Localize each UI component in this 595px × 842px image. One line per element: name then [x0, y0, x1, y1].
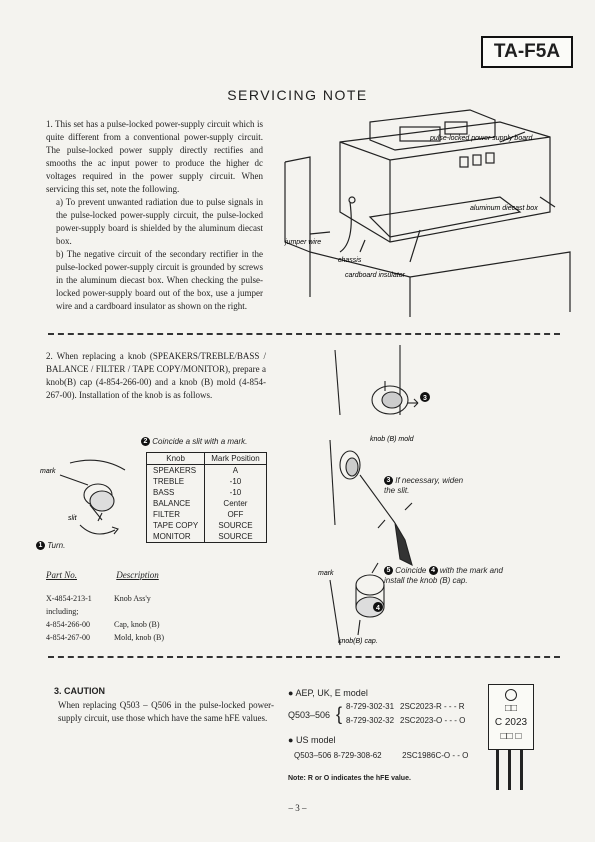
- section1-item-b: b) The negative circuit of the secondary rectifier in the pulse-locked power-supply circuit is grounded by screws in the aluminum diecast box. When checking the pulse-locked power-supply board out of the box, use a jumper wire and a cardboard insulator as shown on the right.: [56, 249, 263, 311]
- transistor-squares-2: □□ □: [500, 731, 522, 742]
- us-dots: - -: [452, 751, 460, 760]
- step-4-badge: [373, 602, 383, 612]
- mark-position-cell: A: [205, 465, 266, 477]
- knob-name-cell: TAPE COPY: [147, 520, 205, 531]
- aep-part-row-2: [346, 716, 394, 725]
- table-row: [147, 498, 267, 509]
- knob-replace-diagram: [318, 345, 530, 655]
- step5-label: [384, 566, 514, 586]
- label-diecast: aluminum diecast box: [470, 205, 538, 212]
- step1-label: [36, 541, 65, 550]
- label-knob-mold: knob (B) mold: [370, 436, 414, 443]
- mark-position-cell: -10: [205, 476, 266, 487]
- knob-name-cell: SPEAKERS: [147, 465, 205, 477]
- model-number-box: TA-F5A: [481, 36, 573, 68]
- us-model-text: US model: [295, 735, 336, 745]
- power-supply-diagram: [270, 102, 575, 327]
- aep-tag-r: R: [458, 702, 465, 711]
- step1-text: Turn.: [47, 541, 66, 550]
- list-item: [46, 592, 246, 605]
- section1-item-a: a) To prevent unwanted radiation due to pulse signals in the pulse-locked power-supply circuit, the pulse-locked power-supply board is shielded by the aluminum diecast box.: [56, 197, 263, 246]
- label-mark-left: mark: [40, 468, 56, 475]
- aep-part-row-1: [346, 702, 394, 711]
- part-description: Knob Ass'y: [114, 594, 151, 603]
- page-number: – 3 –: [288, 803, 307, 813]
- aep-model-label: [288, 688, 368, 698]
- mark-position-cell: Center: [205, 498, 266, 509]
- knob-turn-diagram: [40, 455, 145, 550]
- label-board: pulse-locked power supply board: [430, 135, 533, 142]
- knob-name-cell: BASS: [147, 487, 205, 498]
- us-model-label: [288, 735, 335, 745]
- knob-name-cell: TREBLE: [147, 476, 205, 487]
- table-row: [147, 487, 267, 498]
- table-header-row: [147, 453, 267, 465]
- section1-intro: 1. This set has a pulse-locked power-supply circuit which is quite different from a conventional power-supply circuit. The pulse-locked power supply directly rectifies and smooths the ac input power to produce the higher dc voltages required in the power supply circuit. When servicing this set, note the following.: [46, 119, 263, 194]
- step5-post: with the mark and install the knob (B) cap.: [384, 566, 503, 585]
- step5-pre: Coincide: [395, 566, 427, 575]
- aep-part-1-no: 8-729-302-31: [346, 702, 395, 711]
- table-row: [147, 465, 267, 477]
- section-divider-2: [48, 656, 560, 658]
- aep-part-2-no: 8-729-302-32: [346, 716, 395, 725]
- mark-position-cell: SOURCE: [205, 531, 266, 543]
- step2-text: Coincide a slit with a mark.: [152, 437, 248, 446]
- mark-position-cell: SOURCE: [205, 520, 266, 531]
- label-slit: slit: [68, 515, 77, 522]
- aep-model-text: AEP, UK, E model: [295, 688, 368, 698]
- transistor-lead-2: [508, 750, 511, 790]
- us-part-type: 2SC1986C-O: [402, 751, 451, 760]
- table-row: [147, 509, 267, 520]
- parts-header: [46, 569, 246, 582]
- knob-name-cell: BALANCE: [147, 498, 205, 509]
- section3-heading: 3. CAUTION: [54, 686, 106, 696]
- transistor-marking: C 2023: [494, 717, 528, 728]
- aep-part-2-dots: - - -: [444, 716, 457, 725]
- step-2-badge: 2: [141, 437, 150, 446]
- svg-text:3: 3: [423, 395, 427, 402]
- part-number: 4-854-267-00: [46, 633, 90, 642]
- label-jumper: jumper wire: [285, 239, 322, 246]
- section1-text: [46, 118, 263, 313]
- transistor-hole: [505, 689, 517, 701]
- us-part-no: Q503–506 8-729-308-62: [294, 751, 382, 760]
- knob-name-cell: FILTER: [147, 509, 205, 520]
- parts-header-desc: Description: [116, 570, 159, 580]
- label-knob-cap: knob(B) cap.: [338, 638, 378, 645]
- section-divider-1: [48, 333, 560, 335]
- us-bullet: ●: [288, 735, 294, 745]
- table-row: [147, 531, 267, 543]
- mark-position-cell: OFF: [205, 509, 266, 520]
- aep-part-2-type-wrap: [400, 716, 465, 725]
- transistor-body: [488, 684, 534, 750]
- us-line: [294, 751, 468, 760]
- part-number: including;: [46, 607, 79, 616]
- section2-intro: 2. When replacing a knob (SPEAKERS/TREBLE/BASS / BALANCE / FILTER / TAPE COPY/MONITOR), prepare a knob(B) cap (4-854-266-00) and a knob (B) mold (4-854-267-00). Installation of the knob is as follows.: [46, 351, 266, 400]
- knob-name-cell: MONITOR: [147, 531, 205, 543]
- part-description: Mold, knob (B): [114, 633, 164, 642]
- label-cardboard: cardboard insulator: [345, 272, 405, 279]
- aep-part-1-dots: - - -: [444, 702, 457, 711]
- us-tag-o: O: [462, 751, 469, 760]
- aep-bullet: ●: [288, 688, 294, 698]
- table-row: [147, 476, 267, 487]
- transistor-diagram: [488, 684, 536, 794]
- step3-label: [384, 476, 464, 496]
- parts-header-no: Part No.: [46, 570, 78, 580]
- list-item: [46, 631, 246, 644]
- table-row: [147, 520, 267, 531]
- transistor-lead-1: [496, 750, 499, 790]
- hfe-note: Note: R or O indicates the hFE value.: [288, 775, 411, 782]
- step-4-inline-badge: 4: [429, 566, 438, 575]
- aep-part-1-type: 2SC2023-R: [400, 702, 442, 711]
- step-3-badge: [420, 392, 430, 402]
- aep-part-1-type-wrap: [400, 702, 465, 711]
- svg-text:4: 4: [376, 605, 380, 612]
- step2-label: [141, 437, 247, 446]
- transistor-squares-1: □□: [504, 703, 518, 714]
- step-1-badge: 1: [36, 541, 45, 550]
- step-5-badge: 5: [384, 566, 393, 575]
- aep-brace: {: [336, 704, 343, 724]
- aep-ref: Q503–506: [288, 710, 331, 720]
- aep-part-2-type: 2SC2023-O: [400, 716, 443, 725]
- list-item: [46, 618, 246, 631]
- part-description: Cap, knob (B): [114, 620, 160, 629]
- list-item: [46, 605, 246, 618]
- table-header-mark: Mark Position: [205, 453, 266, 465]
- knob-mark-table: [146, 452, 267, 543]
- part-number: 4-854-266-00: [46, 620, 90, 629]
- label-mark-right: mark: [318, 570, 334, 577]
- parts-lines: [46, 592, 246, 644]
- mark-position-cell: -10: [205, 487, 266, 498]
- step3-text: If necessary, widen the slit.: [384, 476, 464, 495]
- aep-tag-o: O: [459, 716, 466, 725]
- page-title: SERVICING NOTE: [227, 87, 368, 103]
- step-3-inline-badge: 3: [384, 476, 393, 485]
- section3-text: When replacing Q503 – Q506 in the pulse-locked power-supply circuit, use those which have the same hFE values.: [58, 700, 274, 723]
- table-header-knob: Knob: [147, 453, 205, 465]
- transistor-lead-3: [520, 750, 523, 790]
- label-chassis: chassis: [338, 257, 362, 264]
- part-number: X-4854-213-1: [46, 594, 92, 603]
- parts-list: [46, 569, 246, 644]
